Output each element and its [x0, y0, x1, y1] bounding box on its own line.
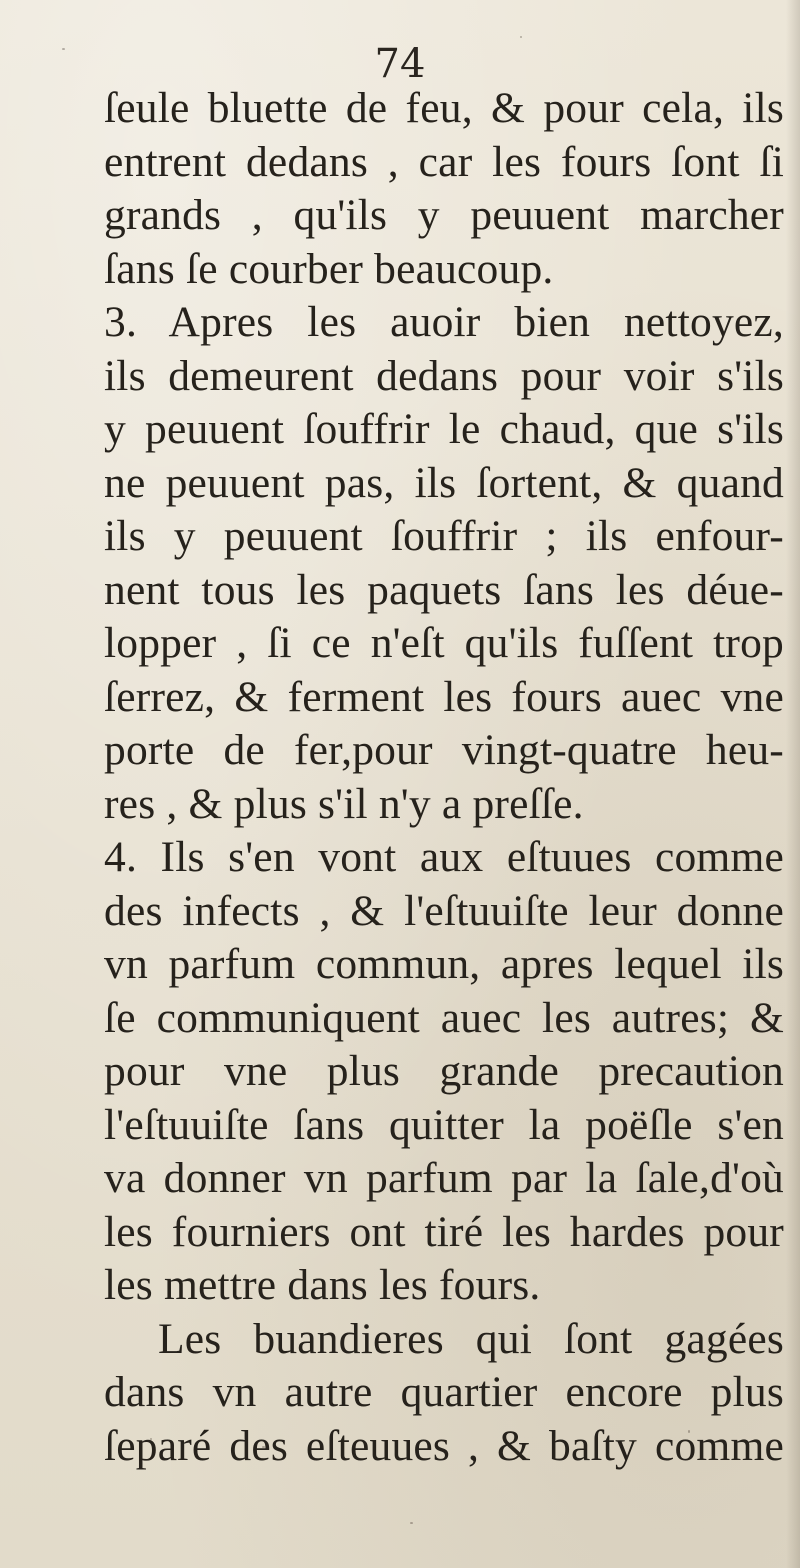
- text-line: des infects , & l'eſtuuiſte leur donne: [104, 886, 784, 935]
- text-line: res , & plus s'il n'y a preſſe.: [104, 779, 584, 828]
- text-line: les fourniers ont tiré les hardes pour: [104, 1207, 784, 1256]
- paper-speck: [410, 1522, 413, 1524]
- paper-speck: [62, 48, 65, 50]
- text-line: ils y peuuent ſouffrir ; ils enfour-: [104, 512, 784, 560]
- text-line: ne peuuent pas, ils ſortent, & quand: [104, 458, 784, 507]
- body-text: [104, 82, 784, 1473]
- text-line: pour vne plus grande precaution: [104, 1047, 784, 1095]
- text-line: grands , qu'ils y peuuent marcher: [104, 191, 784, 239]
- text-line: ſeparé des eſteuues , & baſty comme: [104, 1421, 784, 1470]
- paper-speck: [150, 1438, 152, 1440]
- paper-speck: [688, 1430, 690, 1433]
- text-line: ſeule bluette de feu, & pour cela, ils: [104, 84, 784, 132]
- paper-speck: [520, 36, 522, 38]
- page-number: 74: [374, 41, 426, 87]
- text-line: ſe communiquent auec les autres; &: [104, 993, 784, 1042]
- page-edge-shadow: [786, 0, 800, 1568]
- text-line: ils demeurent dedans pour voir s'ils: [104, 351, 784, 400]
- text-line: va donner vn parfum par la ſale,d'où: [104, 1154, 784, 1202]
- text-line: ſerrez, & ferment les fours auec vne: [104, 672, 784, 721]
- text-line: dans vn autre quartier encore plus: [104, 1368, 784, 1416]
- text-line: ſans ſe courber beaucoup.: [104, 244, 554, 293]
- text-line: 3. Apres les auoir bien nettoyez,: [104, 298, 784, 346]
- text-line: nent tous les paquets ſans les déue-: [104, 565, 784, 614]
- text-line: l'eſtuuiſte ſans quitter la poëſle s'en: [104, 1100, 784, 1149]
- paper-speck: [262, 1446, 265, 1448]
- text-line: Les buandieres qui ſont gagées: [158, 1314, 784, 1363]
- text-line: les mettre dans les fours.: [104, 1261, 541, 1309]
- text-line: 4. Ils s'en vont aux eſtuues comme: [104, 833, 784, 881]
- text-line: lopper , ſi ce n'eſt qu'ils fuſſent trop: [104, 619, 784, 667]
- text-line: vn parfum commun, apres lequel ils: [104, 940, 784, 988]
- text-line: entrent dedans , car les fours ſont ſi: [104, 137, 784, 186]
- text-line: porte de fer,pour vingt-quatre heu-: [104, 726, 784, 774]
- text-line: y peuuent ſouffrir le chaud, que s'ils: [104, 405, 784, 453]
